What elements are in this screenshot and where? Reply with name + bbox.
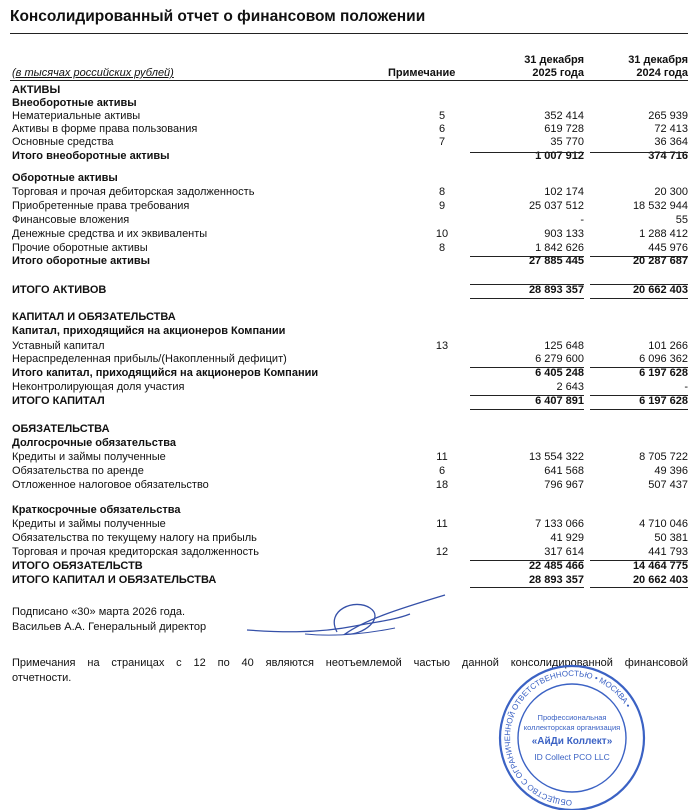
- row-label: Краткосрочные обязательства: [12, 504, 181, 516]
- row-value-2024: 14 464 775: [632, 560, 688, 572]
- row-label: Активы в форме права пользования: [12, 123, 198, 135]
- row-label: Кредиты и займы полученные: [12, 451, 166, 463]
- total-line: [470, 298, 584, 299]
- row-value-2025: 352 414: [544, 110, 584, 122]
- table-row: [12, 423, 688, 436]
- row-note: 9: [438, 200, 446, 212]
- subtotal-line: [590, 256, 688, 257]
- row-label: Приобретенные права требования: [12, 200, 190, 212]
- row-value-2024: 507 437: [648, 479, 688, 491]
- table-row: [12, 214, 688, 227]
- row-label: ИТОГО ОБЯЗАТЕЛЬСТВ: [12, 560, 143, 572]
- company-seal-image: [487, 660, 657, 810]
- row-note: 6: [438, 465, 446, 477]
- row-note: 18: [435, 479, 449, 491]
- table-row: [12, 284, 688, 297]
- signatory: Васильев А.А. Генеральный директор: [12, 621, 207, 633]
- units-caption: (в тысячах российских рублей): [12, 67, 174, 79]
- row-note: 13: [435, 340, 449, 352]
- column-2025-header: [490, 54, 584, 80]
- title-rule: [10, 33, 688, 34]
- row-label: Итого капитал, приходящийся на акционеров Компании: [12, 367, 319, 379]
- row-value-2024: 101 266: [648, 340, 688, 352]
- table-row: [12, 255, 688, 268]
- column-2024-line2: 2024 года: [636, 67, 688, 79]
- row-value-2024: 20 662 403: [632, 574, 688, 586]
- row-value-2024: 445 976: [648, 242, 688, 254]
- subtotal-line: [590, 367, 688, 368]
- row-value-2024: 441 793: [648, 546, 688, 558]
- row-value-2025: 22 485 466: [528, 560, 584, 572]
- row-label: Прочие оборотные активы: [12, 242, 148, 254]
- table-row: [12, 150, 688, 163]
- row-label: ИТОГО КАПИТАЛ И ОБЯЗАТЕЛЬСТВА: [12, 574, 217, 586]
- table-row: [12, 228, 688, 241]
- row-value-2024: 265 939: [648, 110, 688, 122]
- table-row: [12, 123, 688, 136]
- table-row: [12, 560, 688, 573]
- subtotal-line: [470, 395, 584, 396]
- row-value-2025: 125 648: [544, 340, 584, 352]
- row-label: Нераспределенная прибыль/(Накопленный дефицит): [12, 353, 287, 365]
- subtotal-line: [590, 395, 688, 396]
- row-label: Капитал, приходящийся на акционеров Компании: [12, 325, 286, 337]
- row-label: АКТИВЫ: [12, 84, 61, 96]
- table-row: [12, 381, 688, 394]
- table-row: [12, 172, 688, 185]
- row-value-2025: 28 893 357: [528, 284, 584, 296]
- svg-text:ID Collect PCO LLC: ID Collect PCO LLC: [534, 752, 610, 762]
- row-label: Отложенное налоговое обязательство: [12, 479, 209, 491]
- row-value-2025: 6 405 248: [535, 367, 584, 379]
- row-label: Нематериальные активы: [12, 110, 141, 122]
- table-row: [12, 242, 688, 255]
- total-line: [470, 284, 584, 285]
- table-row: [12, 110, 688, 123]
- subtotal-line: [590, 560, 688, 561]
- row-value-2024: 6 197 628: [639, 367, 688, 379]
- row-label: Торговая и прочая кредиторская задолженность: [12, 546, 259, 558]
- row-label: ИТОГО КАПИТАЛ: [12, 395, 105, 407]
- row-note: 8: [438, 186, 446, 198]
- table-row: [12, 97, 688, 110]
- row-note: 5: [438, 110, 446, 122]
- row-value-2025: 641 568: [544, 465, 584, 477]
- row-value-2025: 25 037 512: [528, 200, 584, 212]
- subtotal-line: [470, 367, 584, 368]
- row-label: ИТОГО АКТИВОВ: [12, 284, 107, 296]
- subtotal-line: [590, 152, 688, 153]
- row-value-2024: 72 413: [654, 123, 688, 135]
- svg-text:Профессиональная: Профессиональная: [537, 713, 607, 722]
- table-row: [12, 186, 688, 199]
- row-note: 11: [436, 451, 448, 463]
- row-label: Обязательства по аренде: [12, 465, 144, 477]
- row-value-2024: 50 381: [654, 532, 688, 544]
- row-label: Долгосрочные обязательства: [12, 437, 177, 449]
- row-value-2025: 796 967: [544, 479, 584, 491]
- table-row: [12, 325, 688, 338]
- row-value-2025: 6 407 891: [535, 395, 584, 407]
- table-row: [12, 200, 688, 213]
- row-note: 11: [436, 518, 448, 530]
- row-label: Уставный капитал: [12, 340, 105, 352]
- subtotal-line: [470, 560, 584, 561]
- row-value-2025: 102 174: [544, 186, 584, 198]
- row-value-2024: 20 662 403: [632, 284, 688, 296]
- table-row: [12, 311, 688, 324]
- footnote-line2: отчетности.: [12, 672, 72, 684]
- table-row: [12, 340, 688, 353]
- row-note: 6: [438, 123, 446, 135]
- row-value-2024: 55: [675, 214, 688, 226]
- row-note: 7: [438, 136, 446, 148]
- row-label: Оборотные активы: [12, 172, 118, 184]
- row-value-2025: 2 643: [556, 381, 584, 393]
- table-row: [12, 479, 688, 492]
- row-label: КАПИТАЛ И ОБЯЗАТЕЛЬСТВА: [12, 311, 176, 323]
- row-value-2025: 7 133 066: [535, 518, 584, 530]
- total-line: [470, 409, 584, 410]
- row-value-2025: 6 279 600: [535, 353, 584, 365]
- row-label: Внеоборотные активы: [12, 97, 137, 109]
- row-value-2025: -: [580, 214, 584, 226]
- svg-text:«АйДи Коллект»: «АйДи Коллект»: [531, 736, 613, 747]
- row-value-2024: 6 096 362: [639, 353, 688, 365]
- row-label: Финансовые вложения: [12, 214, 130, 226]
- row-label: ОБЯЗАТЕЛЬСТВА: [12, 423, 110, 435]
- row-value-2024: 20 300: [654, 186, 688, 198]
- footnote-line1: Примечания на страницах с 12 по 40 являются неотъемлемой частью данной консолидированной финансовой: [12, 657, 688, 669]
- column-2024-line1: 31 декабря: [628, 54, 688, 66]
- table-row: [12, 353, 688, 366]
- row-note: 10: [435, 228, 449, 240]
- row-note: 8: [438, 242, 446, 254]
- svg-text:ОБЩЕСТВО С ОГРАНИЧЕННОЙ ОТВЕТС: ОБЩЕСТВО С ОГРАНИЧЕННОЙ ОТВЕТСТВЕННОСТЬЮ • МОСКВА •: [503, 668, 633, 808]
- total-line: [590, 284, 688, 285]
- table-row: [12, 465, 688, 478]
- row-label: Кредиты и займы полученные: [12, 518, 166, 530]
- row-note: 12: [435, 546, 449, 558]
- signed-block: [12, 605, 206, 635]
- subtotal-line: [470, 256, 584, 257]
- row-label: Основные средства: [12, 136, 114, 148]
- row-value-2024: 8 705 722: [639, 451, 688, 463]
- row-value-2025: 13 554 322: [528, 451, 584, 463]
- row-value-2024: 1 288 412: [639, 228, 688, 240]
- table-row: [12, 574, 688, 587]
- row-value-2024: 18 532 944: [632, 200, 688, 212]
- row-value-2025: 317 614: [544, 546, 584, 558]
- signed-date: Подписано «30» марта 2026 года.: [12, 606, 186, 618]
- table-row: [12, 504, 688, 517]
- row-value-2025: 35 770: [550, 136, 584, 148]
- row-value-2024: 36 364: [654, 136, 688, 148]
- note-column-header: Примечание: [388, 67, 456, 79]
- table-row: [12, 84, 688, 97]
- table-row: [12, 518, 688, 531]
- row-label: Торговая и прочая дебиторская задолженность: [12, 186, 255, 198]
- subtotal-line: [470, 152, 584, 153]
- table-row: [12, 546, 688, 559]
- row-value-2024: -: [684, 381, 688, 393]
- total-line: [590, 409, 688, 410]
- table-row: [12, 437, 688, 450]
- column-2024-header: [588, 54, 688, 80]
- row-label: Итого оборотные активы: [12, 255, 151, 267]
- table-row: [12, 532, 688, 545]
- row-value-2025: 28 893 357: [528, 574, 584, 586]
- row-label: Обязательства по текущему налогу на прибыль: [12, 532, 257, 544]
- total-line: [590, 587, 688, 588]
- row-value-2025: 1 842 626: [535, 242, 584, 254]
- row-label: Денежные средства и их эквиваленты: [12, 228, 208, 240]
- column-2025-line1: 31 декабря: [524, 54, 584, 66]
- row-label: Итого внеоборотные активы: [12, 150, 170, 162]
- table-row: [12, 367, 688, 380]
- table-row: [12, 451, 688, 464]
- row-value-2024: 4 710 046: [639, 518, 688, 530]
- column-2025-line2: 2025 года: [532, 67, 584, 79]
- row-value-2025: 41 929: [550, 532, 584, 544]
- row-label: Неконтролирующая доля участия: [12, 381, 185, 393]
- row-value-2024: 374 716: [648, 150, 688, 162]
- row-value-2025: 27 885 445: [528, 255, 584, 267]
- total-line: [590, 298, 688, 299]
- total-line: [470, 587, 584, 588]
- row-value-2024: 49 396: [654, 465, 688, 477]
- row-value-2024: 6 197 628: [639, 395, 688, 407]
- page-title: Консолидированный отчет о финансовом положении: [10, 8, 426, 25]
- row-value-2025: 1 007 912: [535, 150, 584, 162]
- row-value-2024: 20 287 687: [632, 255, 688, 267]
- row-value-2025: 903 133: [544, 228, 584, 240]
- svg-text:коллекторская организация: коллекторская организация: [523, 723, 621, 732]
- signature-image: [245, 590, 465, 650]
- table-row: [12, 395, 688, 408]
- header-rule: [10, 80, 688, 81]
- row-value-2025: 619 728: [544, 123, 584, 135]
- table-row: [12, 136, 688, 149]
